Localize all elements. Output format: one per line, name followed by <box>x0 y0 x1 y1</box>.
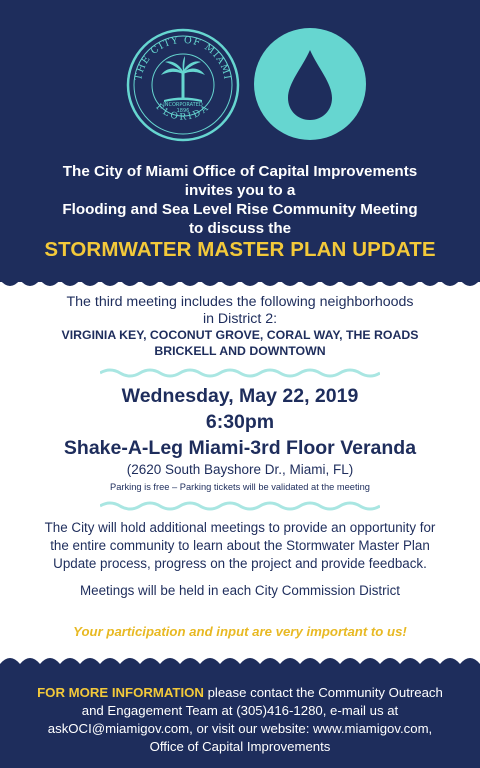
invite-line: invites you to a <box>184 182 296 199</box>
info-heading: FOR MORE INFORMATION <box>37 685 204 700</box>
seal-year-text: 1896 <box>176 108 190 114</box>
neighborhood-list <box>0 327 480 359</box>
body-line: the entire community to learn about the Stormwater Master Plan <box>50 538 430 553</box>
seal-incorporated-text: INCORPORATED <box>163 102 203 108</box>
invite-text <box>0 162 480 238</box>
district-intro-line: in District 2: <box>202 311 278 327</box>
neighborhood-line: VIRGINIA KEY, COCONUT GROVE, CORAL WAY, THE ROADS <box>61 328 419 342</box>
invite-line: Flooding and Sea Level Rise Community Meeting <box>62 201 418 218</box>
invite-line: The City of Miami Office of Capital Improvements <box>62 163 418 180</box>
wave-divider-top <box>0 270 480 294</box>
squiggle-divider <box>100 500 380 512</box>
header-banner <box>0 0 480 282</box>
contact-text: please contact the Community Outreach <box>203 685 443 700</box>
parking-note: Parking is free – Parking tickets will be validated at the meeting <box>110 482 370 492</box>
contact-phone-line[interactable]: and Engagement Team at (305)416-1280, e-mail us at <box>81 703 399 718</box>
contact-line <box>0 684 480 702</box>
contact-office-line: Office of Capital Improvements <box>149 739 331 754</box>
city-seal-icon <box>126 28 240 142</box>
event-time: 6:30pm <box>205 411 275 433</box>
water-drop-icon <box>254 28 366 140</box>
event-venue: Shake-A-Leg Miami-3rd Floor Veranda <box>63 437 417 459</box>
water-drop-badge <box>254 28 366 140</box>
neighborhood-line: BRICKELL AND DOWNTOWN <box>154 344 326 358</box>
body-paragraph <box>0 519 480 573</box>
meetings-note: Meetings will be held in each City Commission District <box>80 583 400 598</box>
seal-ring-top-text: THE CITY OF MIAMI <box>133 34 233 82</box>
event-date: Wednesday, May 22, 2019 <box>121 385 359 407</box>
squiggle-divider <box>100 367 380 379</box>
page-title: STORMWATER MASTER PLAN UPDATE <box>44 238 436 261</box>
invite-line: to discuss the <box>188 220 292 237</box>
participation-note: Your participation and input are very important to us! <box>73 624 407 639</box>
seal-ring-bottom-text: FLORIDA <box>153 102 213 123</box>
contact-info <box>0 684 480 756</box>
contact-email-web-line[interactable]: askOCI@miamigov.com, or visit our website: www.miamigov.com, <box>47 721 433 736</box>
body-line: Update process, progress on the project and provide feedback. <box>53 556 427 571</box>
event-address: (2620 South Bayshore Dr., Miami, FL) <box>126 462 354 477</box>
district-intro <box>0 294 480 328</box>
body-line: The City will hold additional meetings to provide an opportunity for <box>44 520 436 535</box>
district-intro-line: The third meeting includes the following neighborhoods <box>66 294 414 310</box>
